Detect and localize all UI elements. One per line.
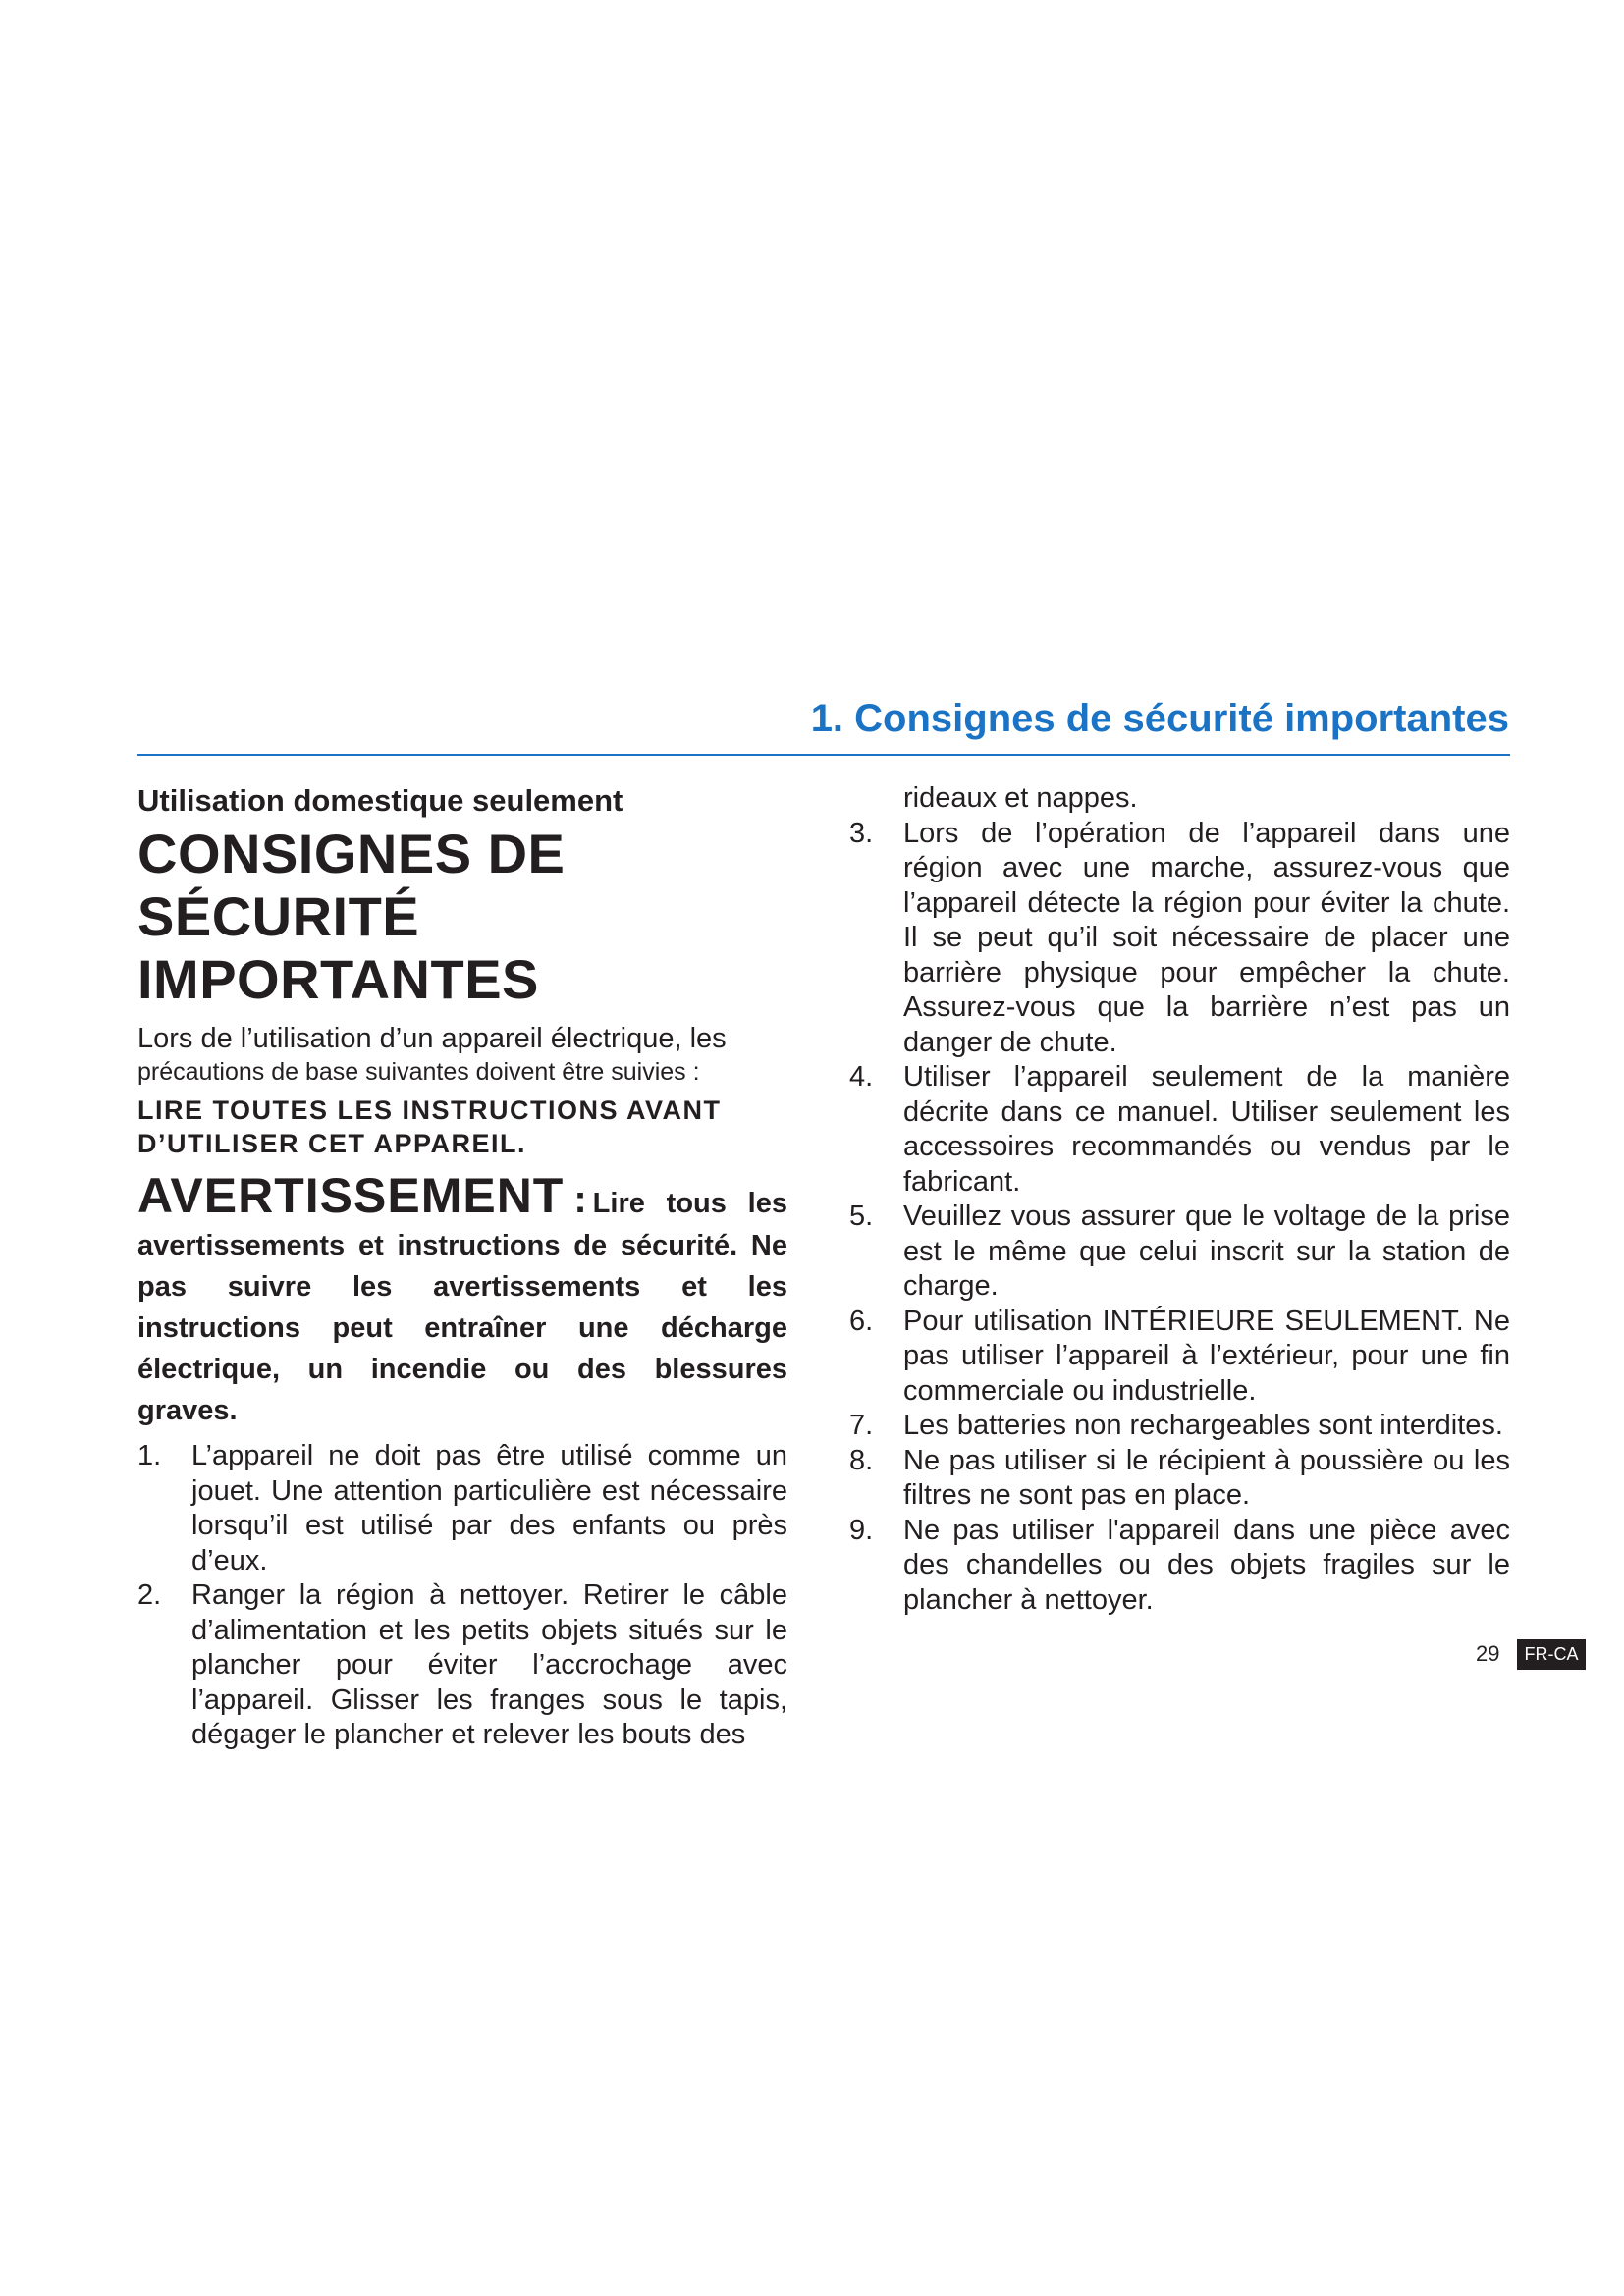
list-item [849,1200,1510,1305]
list-item [849,1305,1510,1410]
list-item-number: 1. [137,1440,162,1471]
list-item-text: Veuillez vous assurer que le voltage de la prise est le même que celui inscrit sur la station de charge. [903,1201,1510,1302]
list-item [137,1578,787,1753]
safety-title-line1: CONSIGNES DE [137,823,566,884]
intro-line1: Lors de l’utilisation d’un appareil électrique, les [137,1023,727,1054]
list-item-text: Ne pas utiliser l'appareil dans une pièce avec des chandelles ou des objets fragiles sur le plancher à nettoyer. [903,1514,1510,1616]
list-item-number: 6. [849,1305,874,1337]
list-item [849,817,1510,1061]
list-item [849,1409,1510,1444]
list-continuation: rideaux et nappes. [903,782,1138,814]
list-item-number: 7. [849,1410,874,1441]
section-divider [137,754,1510,756]
list-item-text: Utiliser l’appareil seulement de la manière décrite dans ce manuel. Utiliser seulement les accessoires recommandés ou vendus par le fabricant. [903,1061,1510,1198]
list-item-text: Lors de l’opération de l’appareil dans une région avec une marche, assurez-vous que l’appareil détecte la région pour éviter la chute. Il se peut qu’il soit nécessaire de placer une barrière physique pour empêcher la chute. Assurez-vous que la barrière n’est pas un danger de chute. [903,817,1510,1058]
locale-badge: FR-CA [1517,1639,1586,1670]
left-column [137,781,787,1753]
section-title: 1. Consignes de sécurité importantes [810,697,1509,740]
list-item-text: L’appareil ne doit pas être utilisé comme un jouet. Une attention particulière est nécessaire lorsqu’il est utilisé par des enfants ou près d’eux. [191,1440,787,1576]
warning-colon: : [573,1178,587,1221]
warning-heading: AVERTISSEMENT [137,1168,565,1223]
right-column [849,781,1510,1618]
list-item [849,1514,1510,1619]
list-item-text: Les batteries non rechargeables sont interdites. [903,1410,1503,1441]
list-item-text: Ne pas utiliser si le récipient à poussière ou les filtres ne sont pas en place. [903,1444,1510,1511]
safety-list-right [849,817,1510,1619]
list-item-number: 4. [849,1061,874,1093]
list-item-number: 3. [849,817,874,849]
intro-paragraph [137,1021,787,1088]
list-item [137,1439,787,1578]
page-number: 29 [1476,1641,1500,1666]
list-item-number: 2. [137,1579,162,1611]
list-item-number: 9. [849,1514,874,1546]
safety-title-line2: SÉCURITÉ IMPORTANTES [137,885,539,1010]
warning-text: Lire tous les avertissements et instructions de sécurité. Ne pas suivre les avertissements et les instructions peut entraîner une décharge électrique, un incendie ou des blessures graves. [137,1188,787,1426]
list-item-number: 8. [849,1444,874,1476]
safety-title [137,823,787,1011]
intro-line2: précautions de base suivantes doivent être suivies : [137,1058,700,1086]
list-item-number: 5. [849,1201,874,1232]
list-item [849,1060,1510,1200]
list-item [849,1444,1510,1514]
warning-block [137,1166,787,1431]
list-item-text: Pour utilisation INTÉRIEURE SEULEMENT. Ne pas utiliser l’appareil à l’extérieur, pour une fin commerciale ou industrielle. [903,1305,1510,1407]
read-all-instructions: LIRE TOUTES LES INSTRUCTIONS AVANT D’UTILISER CET APPAREIL. [137,1095,722,1158]
safety-list-left [137,1439,787,1753]
usage-subheading: Utilisation domestique seulement [137,783,623,818]
list-item-text: Ranger la région à nettoyer. Retirer le câble d’alimentation et les petits objets situés sur le plancher pour éviter l’accrochage avec l’appareil. Glisser les franges sous le tapis, dégager le plancher et relever les bouts des [191,1579,787,1750]
